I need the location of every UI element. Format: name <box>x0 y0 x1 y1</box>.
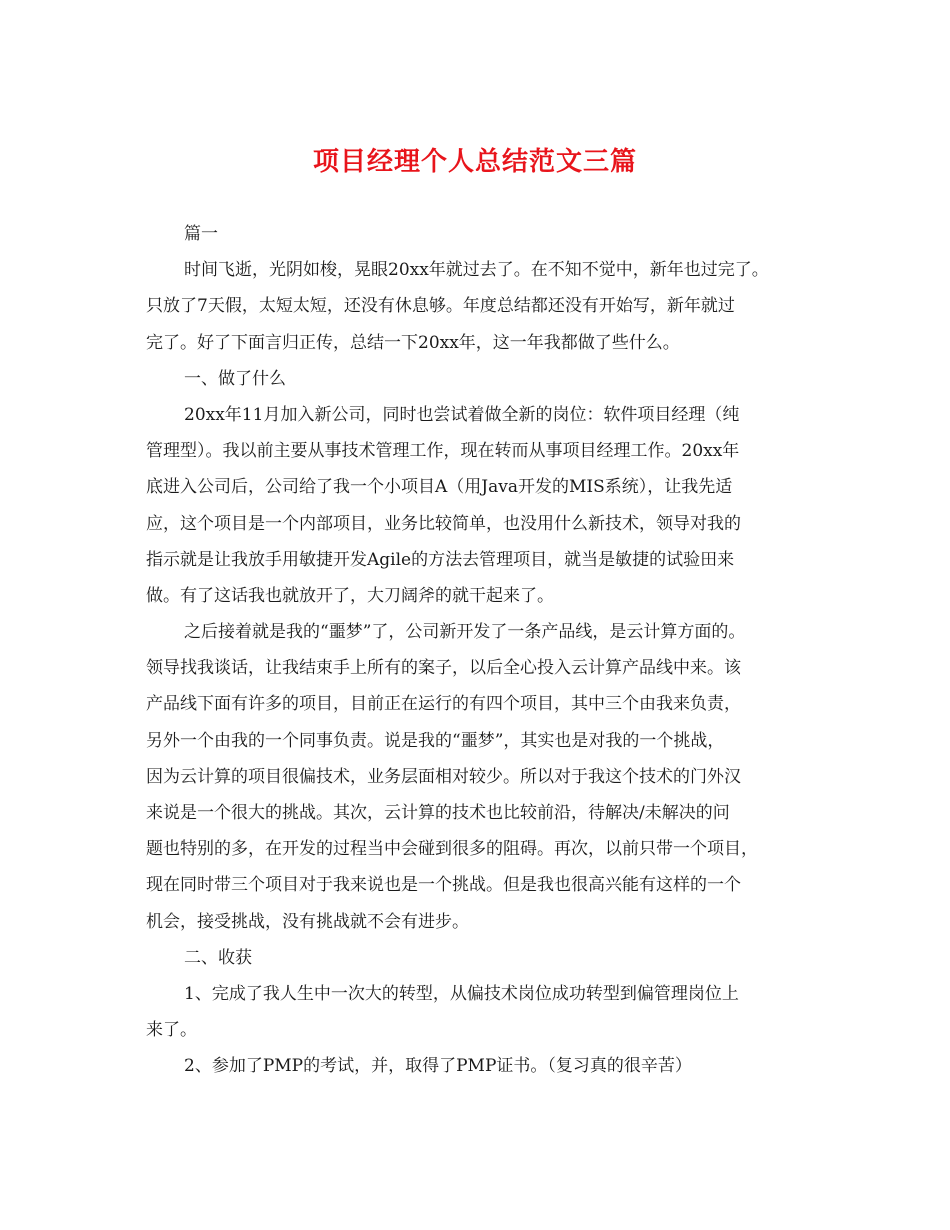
text-line: 现在同时带三个项目对于我来说也是一个挑战。但是我也很高兴能有这样的一个 <box>146 875 741 896</box>
text-line: 一、做了什么 <box>184 368 286 389</box>
text-line: 之后接着就是我的“噩梦”了，公司新开发了一条产品线，是云计算方面的。 <box>184 622 746 643</box>
document-title: 项目经理个人总结范文三篇 <box>312 147 637 177</box>
text-line: 因为云计算的项目很偏技术，业务层面相对较少。所以对于我这个技术的门外汉 <box>146 766 741 787</box>
text-line: 20xx年11月加入新公司，同时也尝试着做全新的岗位：软件项目经理（纯 <box>184 404 740 425</box>
text-line: 底进入公司后，公司给了我一个小项目A（用Java开发的MIS系统），让我先适 <box>146 477 733 498</box>
text-line: 来说是一个很大的挑战。其次，云计算的技术也比较前沿，待解决/未解决的问 <box>146 803 730 823</box>
text-line: 篇一 <box>184 224 218 244</box>
text-line: 领导找我谈话，让我结束手上所有的案子，以后全心投入云计算产品线中来。该 <box>146 658 741 679</box>
text-line: 1、完成了我人生中一次大的转型，从偏技术岗位成功转型到偏管理岗位上 <box>184 983 739 1004</box>
text-line: 另外一个由我的一个同事负责。说是我的“噩梦”，其实也是对我的一个挑战， <box>146 730 725 751</box>
text-line: 2、参加了PMP的考试，并，取得了PMP证书。（复习真的很辛苦） <box>184 1056 692 1077</box>
text-line: 应，这个项目是一个内部项目，业务比较简单，也没用什么新技术，领导对我的 <box>146 513 741 534</box>
document-body <box>146 221 826 1090</box>
text-line: 机会，接受挑战，没有挑战就不会有进步。 <box>146 911 469 932</box>
text-line: 来了。 <box>146 1020 197 1041</box>
text-line: 题也特别的多，在开发的过程当中会碰到很多的阻碍。再次，以前只带一个项目， <box>146 839 758 860</box>
text-line: 完了。好了下面言归正传，总结一下20xx年，这一年我都做了些什么。 <box>146 332 680 353</box>
text-line: 做。有了这话我也就放开了，大刀阔斧的就干起来了。 <box>146 585 554 606</box>
text-line: 只放了7天假，太短太短，还没有休息够。年度总结都还没有开始写，新年就过 <box>146 296 735 317</box>
text-line: 产品线下面有许多的项目，目前正在运行的有四个项目，其中三个由我来负责， <box>146 694 741 715</box>
text-line: 管理型）。我以前主要从事技术管理工作，现在转而从事项目经理工作。20xx年 <box>146 441 740 462</box>
text-line: 时间飞逝，光阴如梭，晃眼20xx年就过去了。在不知不觉中，新年也过完了。 <box>184 260 769 281</box>
text-line: 指示就是让我放手用敏捷开发Agile的方法去管理项目，就当是敏捷的试验田来 <box>146 549 735 570</box>
text-line: 二、收获 <box>184 947 252 968</box>
